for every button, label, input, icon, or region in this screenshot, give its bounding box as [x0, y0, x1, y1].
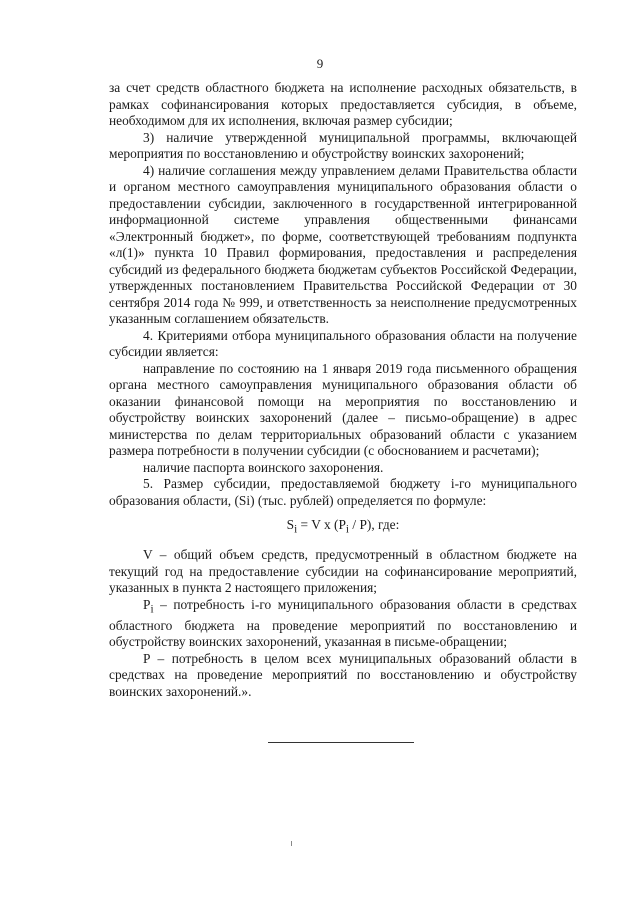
formula-mid-sub: i	[345, 523, 350, 536]
scan-speck	[291, 841, 292, 846]
formula-mid: = V x (P	[297, 517, 346, 532]
page-number: 9	[316, 56, 324, 71]
formula	[109, 517, 577, 538]
paragraph: 5. Размер субсидии, предоставляемой бюджету i-го муниципального образования области, (Si) (тыс. рублей) определяется по формуле:	[109, 476, 577, 508]
paragraph: направление по состоянию на 1 января 2019 года письменного обращения органа местного самоуправления муниципального образования области об оказании финансовой помощи на мероприятия по восстановлению и обустройству воинских захоронений (далее – письмо-обращение) в адрес министерства по делам территориальных образований области с указанием размера потребности в получении субсидии (с обоснованием и расчетами);	[109, 360, 577, 458]
paragraph: за счет средств областного бюджета на исполнение расходных обязательств, в рамках софинансирования которых предоставляется субсидия, в объеме, необходимом для их исполнения, включая размер субсидии;	[109, 80, 577, 128]
definition-pi-text: – потребность i-го муниципального образования области в средствах областного бюджета на проведение мероприятий по восстановлению и обустройству воинских захоронений, указанная в письме-обращении;	[109, 596, 577, 650]
paragraph: наличие паспорта воинского захоронения.	[143, 459, 384, 475]
paragraph: 4. Критериями отбора муниципального образования области на получение субсидии является:	[109, 327, 577, 359]
formula-rhs: / P), где:	[349, 517, 400, 532]
definition-pi	[109, 597, 577, 651]
closing-rule	[268, 742, 414, 743]
definition-p: P – потребность в целом всех муниципальных образований области в средствах на проведение мероприятий по восстановлению и обустройству воинских захоронений.».	[109, 650, 577, 699]
paragraph: 4) наличие соглашения между управлением делами Правительства области и органом местного самоуправления муниципального образования области о предоставлении субсидии, заключенного в государственной интегрированной информационной системе управления общественными финансами «Электронный бюджет», по форме, соответствующей требованиям подпункта «л(1)» пункта 10 Правил формирования, предоставления и распределения субсидий из федерального бюджета бюджетам субъектов Российской Федерации, утвержденных постановлением Правительства Российской Федерации от 30 сентября 2014 года № 999, и ответственность за неисполнение предусмотренных указанным соглашением обязательств.	[109, 162, 577, 326]
formula-lhs-sub: i	[294, 523, 298, 536]
definition-pi-sub: i	[150, 603, 154, 616]
formula-lhs: S	[286, 517, 295, 532]
paragraph: 3) наличие утвержденной муниципальной программы, включающей мероприятия по восстановлению и обустройству воинских захоронений;	[109, 129, 577, 161]
definition-v: V – общий объем средств, предусмотренный в областном бюджете на текущий год на предоставление субсидии на софинансирование мероприятий, указанных в пункта 2 настоящего приложения;	[109, 547, 577, 596]
document-body	[109, 80, 577, 700]
definition-pi-symbol: P	[143, 596, 151, 612]
